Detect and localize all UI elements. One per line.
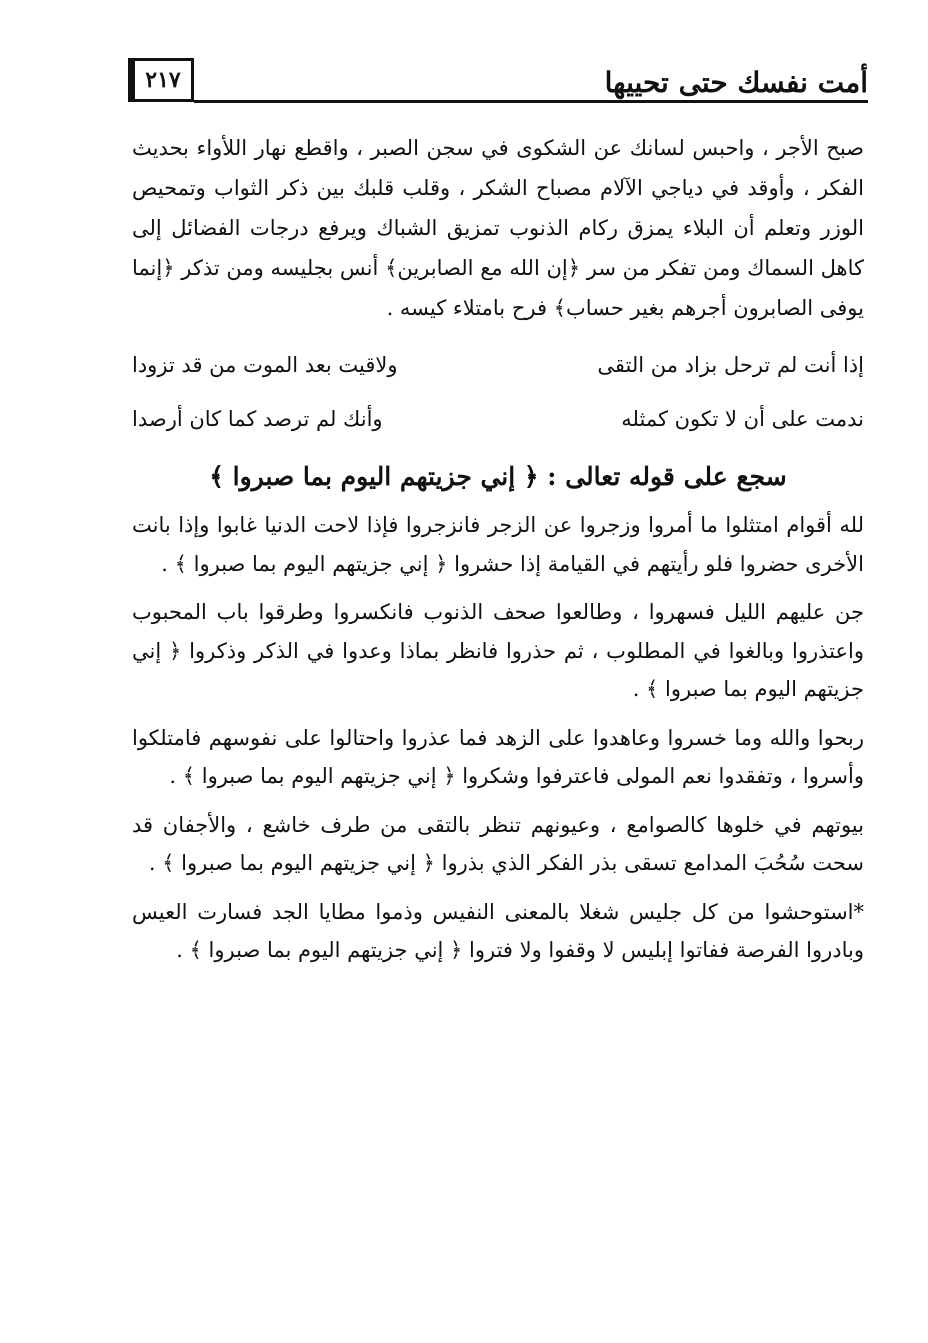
page-number: ٢١٧ bbox=[145, 67, 181, 93]
poem-verse bbox=[132, 392, 864, 446]
poem bbox=[132, 338, 864, 446]
section-paragraph: لله أقوام امتثلوا ما أمروا وزجروا عن الزجر فانزجروا فإذا لاحت الدنيا غابوا وإذا بانت الأخرى حضروا فلو رأيتهم في القيامة إذا حشروا ﴿ إني جزيتهم اليوم بما صبروا ﴾ . bbox=[132, 513, 864, 576]
section-paragraph: *استوحشوا من كل جليس شغلا بالمعنى النفيس وذموا مطايا الجد فسارت العيس وبادروا الفرصة ففاتوا إبليس لا وقفوا ولا فتروا ﴿ إني جزيتهم اليوم بما صبروا ﴾ . bbox=[132, 899, 864, 962]
page-content bbox=[132, 128, 864, 980]
running-title: أمت نفسك حتى تحييها bbox=[604, 66, 868, 99]
verse-second-hemistich: ولاقيت بعد الموت من قد تزودا bbox=[132, 353, 398, 377]
verse-first-hemistich: إذا أنت لم ترحل بزاد من التقى bbox=[597, 353, 864, 377]
intro-paragraph: صبح الأجر ، واحبس لسانك عن الشكوى في سجن الصبر ، واقطع نهار اللأواء بحديث الفكر ، وأوقد في دياجي الآلام مصباح الشكر ، وقلب قلبك بين ذكر الثواب وتمحيص الوزر وتعلم أن البلاء يمزق ركام الذنوب تمزيق الشباك ويرفع درجات الفضائل إلى كاهل السماك ومن تفكر من سر ﴿إن الله مع الصابرين﴾ أنس بجليسه ومن تذكر ﴿إنما يوفى الصابرون أجرهم بغير حساب﴾ فرح بامتلاء كيسه . bbox=[132, 136, 864, 320]
poem-verse bbox=[132, 338, 864, 392]
section-paragraph: بيوتهم في خلوها كالصوامع ، وعيونهم تنظر بالتقى من طرف خاشع ، والأجفان قد سحت سُحُبَ المدامع تسقى بذر الفكر الذي بذروا ﴿ إني جزيتهم اليوم بما صبروا ﴾ . bbox=[132, 812, 864, 875]
section-paragraph: جن عليهم الليل فسهروا ، وطالعوا صحف الذنوب فانكسروا وطرقوا باب المحبوب واعتذروا وبالغوا في المطلوب ، ثم حذروا فانظر بماذا وعدوا في الذكر وذكروا ﴿ إني جزيتهم اليوم بما صبروا ﴾ . bbox=[132, 600, 864, 701]
page-header bbox=[128, 58, 868, 108]
page-number-box bbox=[128, 58, 194, 102]
section-paragraph: ربحوا والله وما خسروا وعاهدوا على الزهد فما عذروا واحتالوا على نفوسهم فامتلكوا وأسروا ، وتفقدوا نعم المولى فاعترفوا وشكروا ﴿ إني جزيتهم اليوم بما صبروا ﴾ . bbox=[132, 725, 864, 788]
verse-first-hemistich: ندمت على أن لا تكون كمثله bbox=[621, 407, 864, 431]
section-heading: سجع على قوله تعالى : ﴿ إني جزيتهم اليوم بما صبروا ﴾ bbox=[209, 462, 787, 491]
verse-second-hemistich: وأنك لم ترصد كما كان أرصدا bbox=[132, 407, 383, 431]
header-rule bbox=[194, 100, 868, 103]
